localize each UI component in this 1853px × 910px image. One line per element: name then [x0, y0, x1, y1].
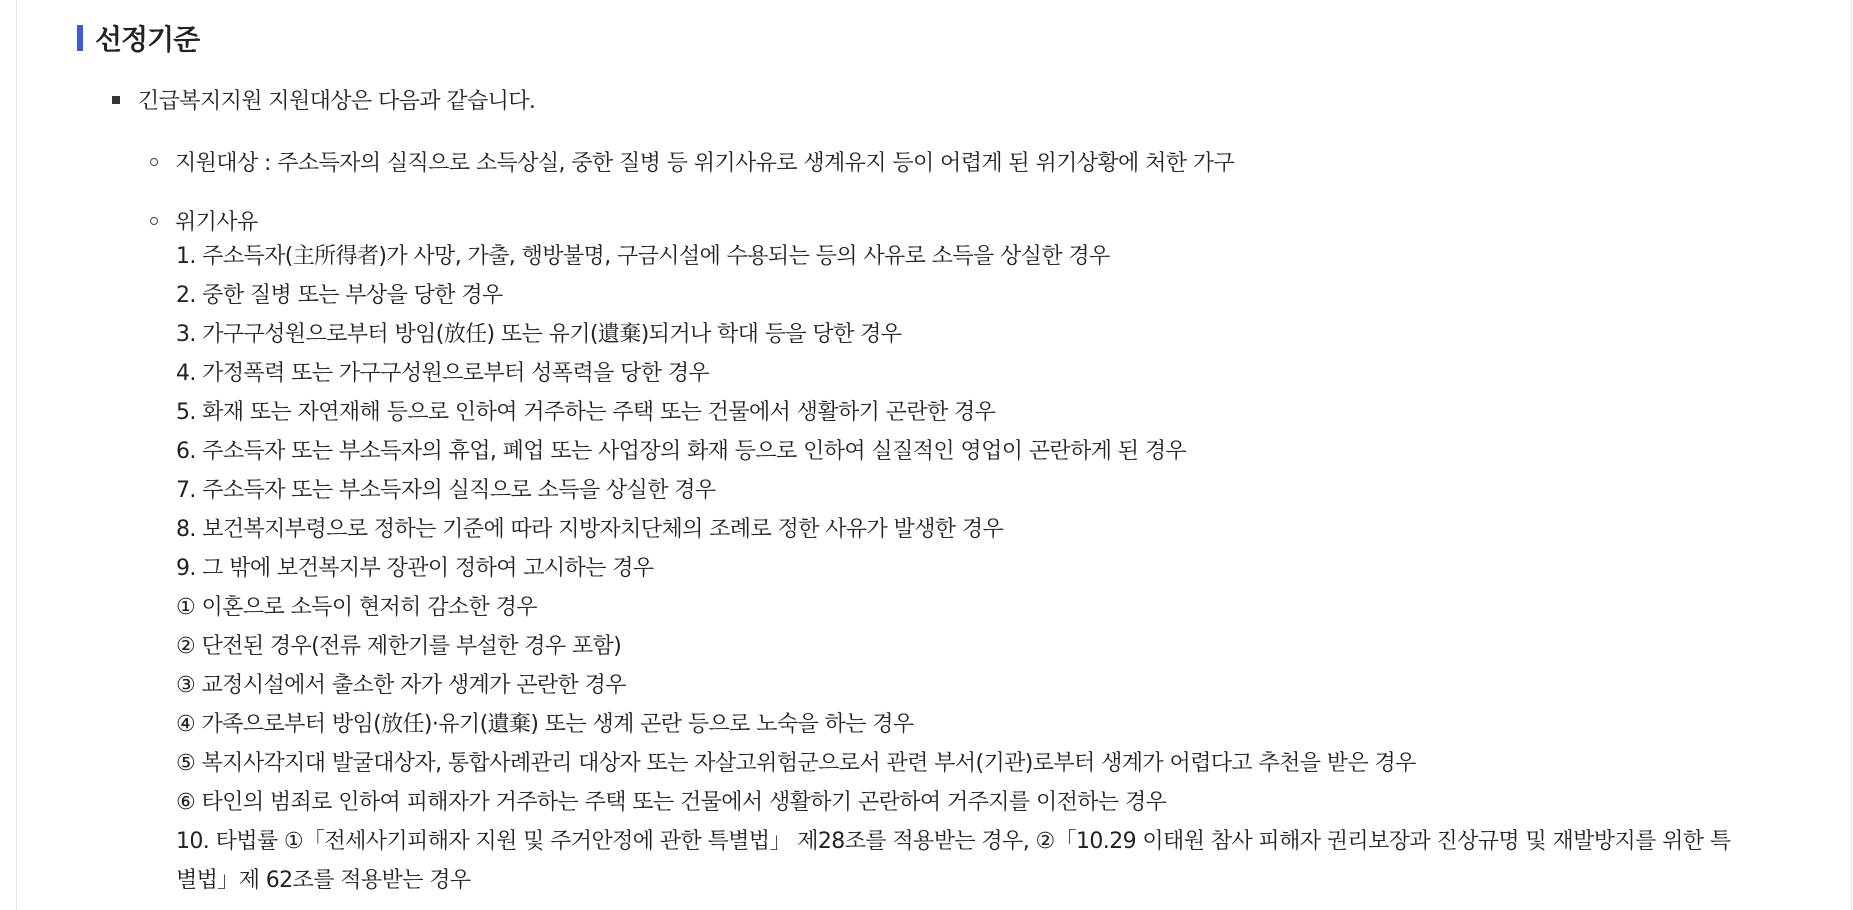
lead-text: 긴급복지지원 지원대상은 다음과 같습니다.: [138, 89, 536, 114]
crisis-reason-item: 6. 주소득자 또는 부소득자의 휴업, 폐업 또는 사업장의 화재 등으로 인하여 실질적인 영업이 곤란하게 된 경우: [176, 439, 1187, 464]
target-item: [150, 146, 1234, 177]
crisis-heading: 위기사유: [175, 210, 258, 235]
circle-bullet-icon: [150, 158, 158, 166]
section-title: 선정기준: [95, 23, 200, 56]
crisis-reason-item: 1. 주소득자(主所得者)가 사망, 가출, 행방불명, 구금시설에 수용되는 등의 사유로 소득을 상실한 경우: [176, 244, 1110, 269]
crisis-reason-item: 8. 보건복지부령으로 정하는 기준에 따라 지방자치단체의 조례로 정한 사유가 발생한 경우: [176, 517, 1004, 542]
crisis-reason-list: [176, 237, 1736, 900]
crisis-reason-item: 9. 그 밖에 보건복지부 장관이 정하여 고시하는 경우: [176, 556, 654, 581]
crisis-heading-item: [150, 205, 258, 236]
crisis-subreason-item: ① 이혼으로 소득이 현저히 감소한 경우: [176, 595, 537, 620]
crisis-reason-item: 4. 가정폭력 또는 가구구성원으로부터 성폭력을 당한 경우: [176, 361, 710, 386]
target-text: 지원대상 : 주소득자의 실직으로 소득상실, 중한 질병 등 위기사유로 생계유지 등이 어렵게 된 위기상황에 처한 가구: [175, 151, 1235, 176]
section-heading: [77, 18, 199, 58]
crisis-reason-item: 2. 중한 질병 또는 부상을 당한 경우: [176, 283, 503, 308]
crisis-subreason-item: ② 단전된 경우(전류 제한기를 부설한 경우 포함): [176, 634, 622, 659]
square-bullet-icon: [112, 96, 120, 104]
circle-bullet-icon: [150, 217, 158, 225]
crisis-reason-item: 10. 타법률 ①「전세사기피해자 지원 및 주거안정에 관한 특별법」 제28조를 적용받는 경우, ②「10.29 이태원 참사 피해자 권리보장과 진상규명 및 재발방지를 위한 특별법」제 62조를 적용받는 경우: [176, 829, 1731, 893]
crisis-reason-item: 3. 가구구성원으로부터 방임(放任) 또는 유기(遺棄)되거나 학대 등을 당한 경우: [176, 322, 902, 347]
title-accent-bar: [77, 25, 83, 51]
crisis-reason-item: 7. 주소득자 또는 부소득자의 실직으로 소득을 상실한 경우: [176, 478, 716, 503]
crisis-subreason-item: ③ 교정시설에서 출소한 자가 생계가 곤란한 경우: [176, 673, 626, 698]
crisis-subreason-item: ⑥ 타인의 범죄로 인하여 피해자가 거주하는 주택 또는 건물에서 생활하기 곤란하여 거주지를 이전하는 경우: [176, 790, 1167, 815]
crisis-subreason-item: ⑤ 복지사각지대 발굴대상자, 통합사례관리 대상자 또는 자살고위험군으로서 관련 부서(기관)로부터 생계가 어렵다고 추천을 받은 경우: [176, 751, 1416, 776]
lead-item: [112, 84, 535, 115]
crisis-reason-item: 5. 화재 또는 자연재해 등으로 인하여 거주하는 주택 또는 건물에서 생활하기 곤란한 경우: [176, 400, 996, 425]
crisis-subreason-item: ④ 가족으로부터 방임(放任)·유기(遺棄) 또는 생계 곤란 등으로 노숙을 하는 경우: [176, 712, 914, 737]
